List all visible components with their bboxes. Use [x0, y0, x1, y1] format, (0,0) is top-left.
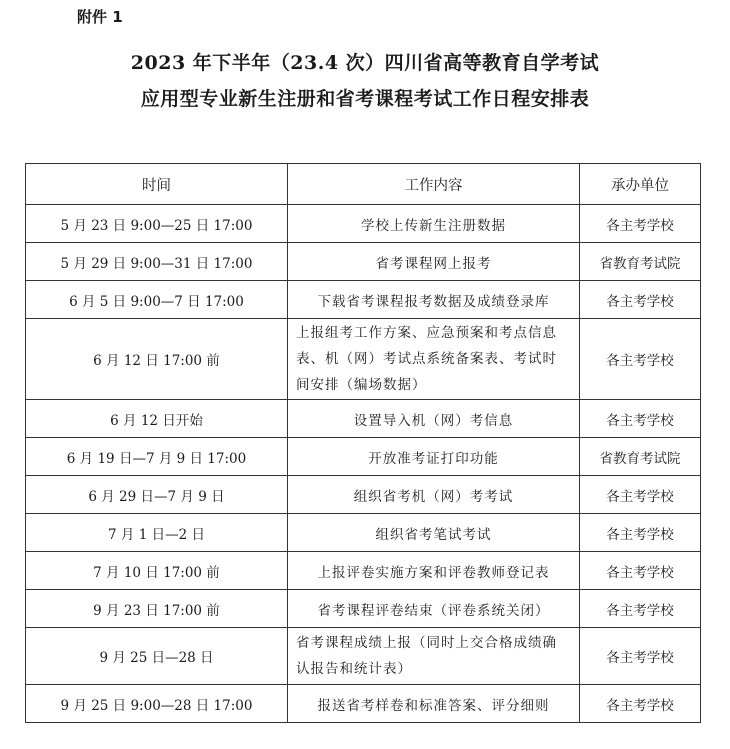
- cell-time: 6 月 5 日 9:00—7 日 17:00: [26, 281, 288, 319]
- table-row: [26, 438, 701, 476]
- table-row: [26, 628, 701, 685]
- cell-unit: 各主考学校: [580, 400, 701, 438]
- cell-time: 5 月 29 日 9:00—31 日 17:00: [26, 243, 288, 281]
- cell-time: 5 月 23 日 9:00—25 日 17:00: [26, 205, 288, 243]
- cell-unit: 各主考学校: [580, 476, 701, 514]
- table-row: [26, 590, 701, 628]
- cell-time: 9 月 23 日 17:00 前: [26, 590, 288, 628]
- cell-unit: 各主考学校: [580, 628, 701, 685]
- cell-unit: 省教育考试院: [580, 243, 701, 281]
- table-row: [26, 281, 701, 319]
- cell-content: 省考课程网上报考: [288, 243, 580, 281]
- cell-unit: 各主考学校: [580, 552, 701, 590]
- table-row: [26, 205, 701, 243]
- cell-content: 学校上传新生注册数据: [288, 205, 580, 243]
- cell-time: 9 月 25 日 9:00—28 日 17:00: [26, 685, 288, 723]
- table-row: [26, 514, 701, 552]
- document-title-line-1: 2023 年下半年（23.4 次）四川省高等教育自学考试: [130, 52, 600, 74]
- cell-content: 上报组考工作方案、应急预案和考点信息表、机（网）考试点系统备案表、考试时间安排（编场数据）: [288, 319, 580, 400]
- header-unit: 承办单位: [580, 164, 701, 205]
- document-title-line-2: 应用型专业新生注册和省考课程考试工作日程安排表: [140, 88, 590, 110]
- attachment-label: 附件 1: [77, 8, 123, 26]
- cell-time: 9 月 25 日—28 日: [26, 628, 288, 685]
- table-row: [26, 319, 701, 400]
- cell-time: 6 月 12 日开始: [26, 400, 288, 438]
- table-row: [26, 685, 701, 723]
- cell-time: 6 月 29 日—7 月 9 日: [26, 476, 288, 514]
- cell-time: 6 月 19 日—7 月 9 日 17:00: [26, 438, 288, 476]
- table-header-row: [26, 164, 701, 205]
- schedule-table: [25, 163, 701, 723]
- cell-content: 组织省考机（网）考考试: [288, 476, 580, 514]
- cell-unit: 各主考学校: [580, 514, 701, 552]
- cell-unit: 各主考学校: [580, 319, 701, 400]
- cell-time: 7 月 10 日 17:00 前: [26, 552, 288, 590]
- table-row: [26, 552, 701, 590]
- cell-content: 省考课程成绩上报（同时上交合格成绩确认报告和统计表）: [288, 628, 580, 685]
- cell-unit: 各主考学校: [580, 281, 701, 319]
- table-row: [26, 243, 701, 281]
- cell-unit: 各主考学校: [580, 205, 701, 243]
- cell-content: 上报评卷实施方案和评卷教师登记表: [288, 552, 580, 590]
- cell-unit: 各主考学校: [580, 685, 701, 723]
- table-row: [26, 400, 701, 438]
- cell-time: 7 月 1 日—2 日: [26, 514, 288, 552]
- cell-content: 下载省考课程报考数据及成绩登录库: [288, 281, 580, 319]
- cell-content: 组织省考笔试考试: [288, 514, 580, 552]
- cell-content: 省考课程评卷结束（评卷系统关闭）: [288, 590, 580, 628]
- cell-content: 报送省考样卷和标准答案、评分细则: [288, 685, 580, 723]
- cell-unit: 省教育考试院: [580, 438, 701, 476]
- header-time: 时间: [26, 164, 288, 205]
- table-row: [26, 476, 701, 514]
- cell-content: 开放准考证打印功能: [288, 438, 580, 476]
- cell-time: 6 月 12 日 17:00 前: [26, 319, 288, 400]
- header-content: 工作内容: [288, 164, 580, 205]
- cell-content: 设置导入机（网）考信息: [288, 400, 580, 438]
- cell-unit: 各主考学校: [580, 590, 701, 628]
